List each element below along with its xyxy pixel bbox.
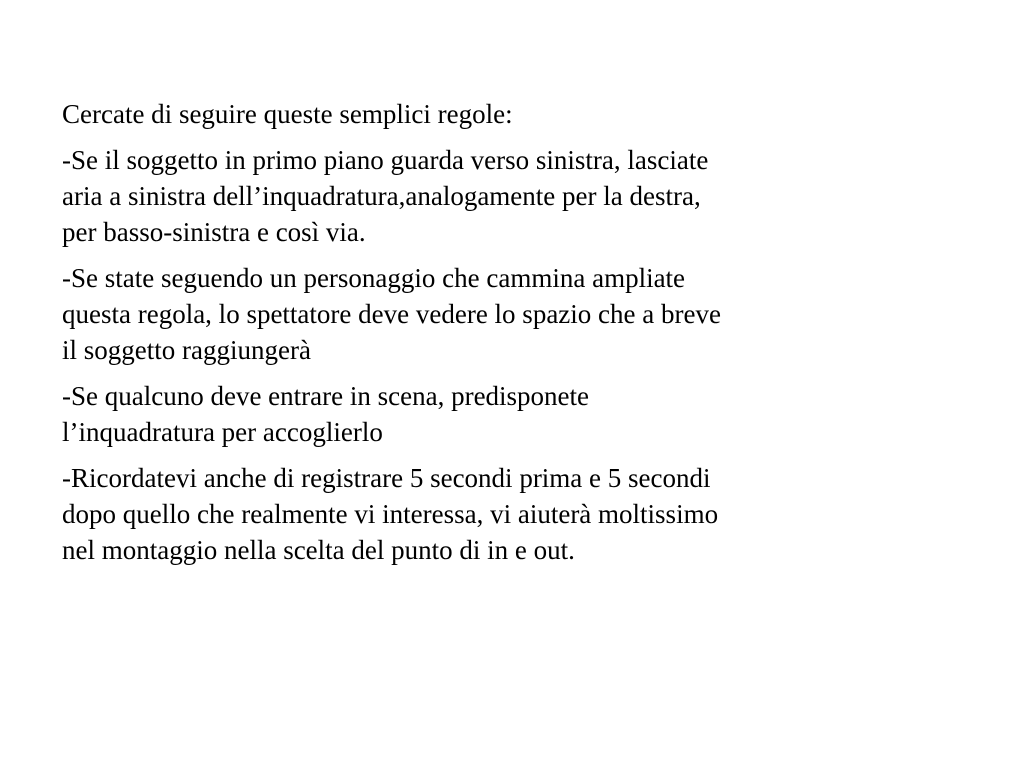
text-line: il soggetto raggiungerà: [62, 335, 311, 365]
text-line: nel montaggio nella scelta del punto di in e out.: [62, 535, 575, 565]
rule-paragraph-left-space: [62, 142, 922, 250]
text-line: questa regola, lo spettatore deve vedere lo spazio che a breve: [62, 299, 721, 329]
text-line: aria a sinistra dell’inquadratura,analogamente per la destra,: [62, 181, 701, 211]
text-line: dopo quello che realmente vi interessa, vi aiuterà moltissimo: [62, 499, 719, 529]
text-line: l’inquadratura per accoglierlo: [62, 417, 383, 447]
slide-text-block: [62, 96, 922, 578]
rule-paragraph-entering-scene: [62, 378, 922, 450]
rule-paragraph-extra-seconds: [62, 460, 922, 568]
text-line: per basso-sinistra e così via.: [62, 217, 366, 247]
text-line: -Se state seguendo un personaggio che cammina ampliate: [62, 263, 686, 293]
intro-paragraph: [62, 96, 922, 132]
text-line: Cercate di seguire queste semplici regole:: [62, 99, 513, 129]
text-line: -Se il soggetto in primo piano guarda verso sinistra, lasciate: [62, 145, 709, 175]
text-line: -Ricordatevi anche di registrare 5 secondi prima e 5 secondi: [62, 463, 711, 493]
text-line: -Se qualcuno deve entrare in scena, predisponete: [62, 381, 590, 411]
rule-paragraph-walking-subject: [62, 260, 922, 368]
